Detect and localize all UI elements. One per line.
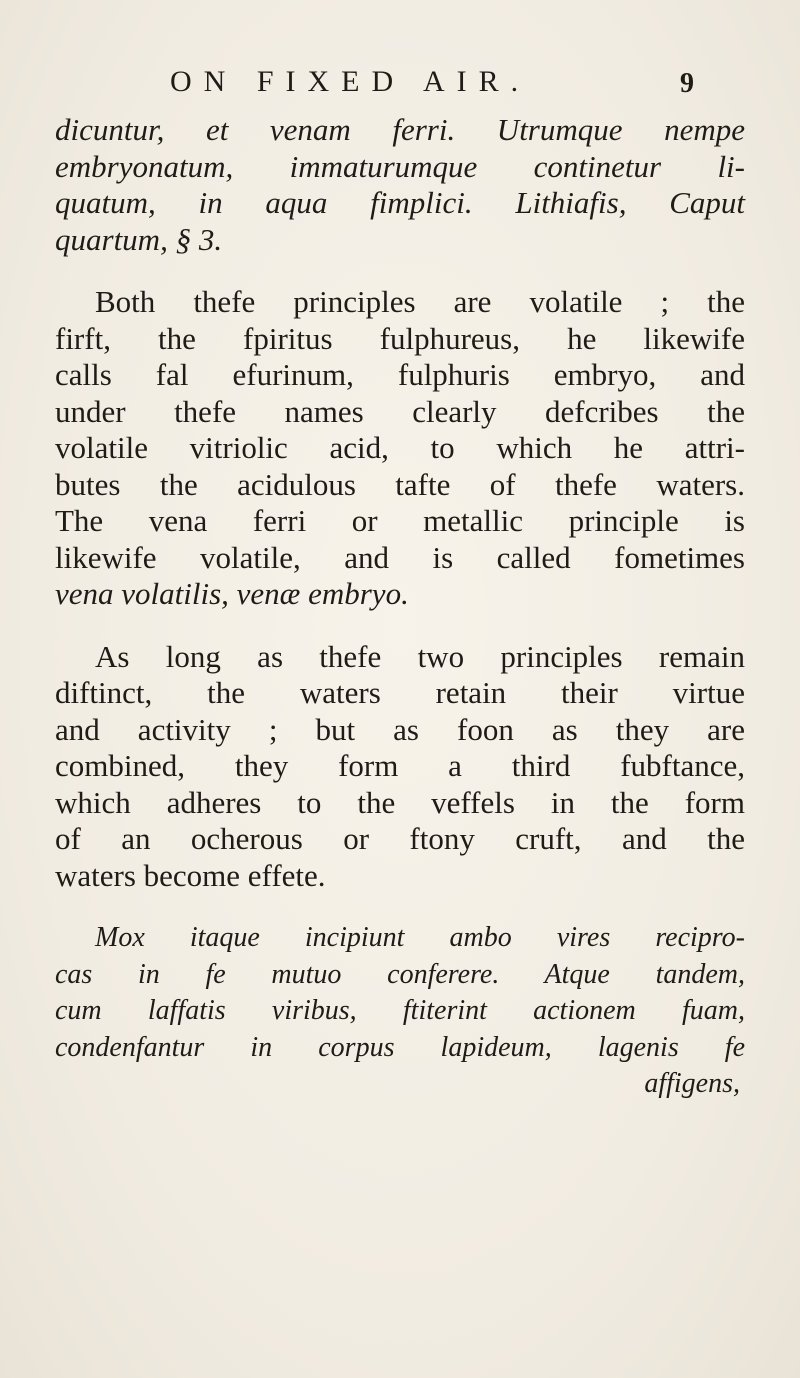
paragraph-volatile-principles	[55, 284, 745, 613]
paragraph-gap	[55, 613, 745, 639]
text-line: under thefe names clearly defcribes the	[55, 393, 745, 429]
body-text	[55, 112, 745, 1103]
text-line: diftinct, the waters retain their virtue	[55, 675, 745, 710]
paragraph-gap	[55, 894, 745, 920]
running-head-title: ON FIXED AIR.	[170, 65, 531, 98]
running-head	[0, 62, 800, 102]
text-line: butes the acidulous tafte of thefe waters.	[55, 466, 745, 502]
page-number: 9	[680, 68, 694, 99]
paragraph-gap	[55, 258, 745, 284]
paragraph-latin-continuation	[55, 112, 745, 258]
text-line: The vena ferri or metallic principle is	[55, 503, 745, 538]
text-line: of an ocherous or ftony cruft, and the	[55, 821, 745, 856]
text-line: vena volatilis, venæ embryo.	[55, 576, 409, 611]
text-line: which adheres to the veffels in the form	[55, 784, 745, 820]
text-line: volatile vitriolic acid, to which he attri-	[55, 430, 745, 465]
paragraph-latin-quotation	[55, 920, 745, 1103]
text-line: embryonatum, immaturumque continetur li-	[55, 148, 745, 184]
text-line: quartum, § 3.	[55, 221, 223, 257]
text-line: likewife volatile, and is called fometimes	[55, 539, 745, 575]
text-line: cum laffatis viribus, ftiterint actionem fuam,	[55, 995, 745, 1026]
text-line: combined, they form a third fubftance,	[55, 748, 745, 783]
text-line: condenfantur in corpus lapideum, lagenis fe	[55, 1031, 745, 1063]
text-line: Mox itaque incipiunt ambo vires recipro-	[95, 922, 745, 953]
text-line: and activity ; but as foon as they are	[55, 711, 745, 747]
text-line: dicuntur, et venam ferri. Utrumque nempe	[55, 112, 745, 147]
text-line: calls fal efurinum, fulphuris embryo, and	[55, 357, 745, 392]
text-line: As long as thefe two principles remain	[95, 638, 745, 674]
text-line: firft, the fpiritus fulphureus, he likewife	[55, 320, 745, 356]
text-line: cas in fe mutuo conferere. Atque tandem,	[55, 958, 745, 990]
text-line: quatum, in aqua fimplici. Lithiafis, Caput	[55, 185, 745, 220]
catchword: affigens,	[644, 1068, 740, 1099]
paragraph-principles-combined	[55, 639, 745, 895]
text-line: waters become effete.	[55, 857, 326, 893]
text-line: Both thefe principles are volatile ; the	[95, 284, 745, 319]
